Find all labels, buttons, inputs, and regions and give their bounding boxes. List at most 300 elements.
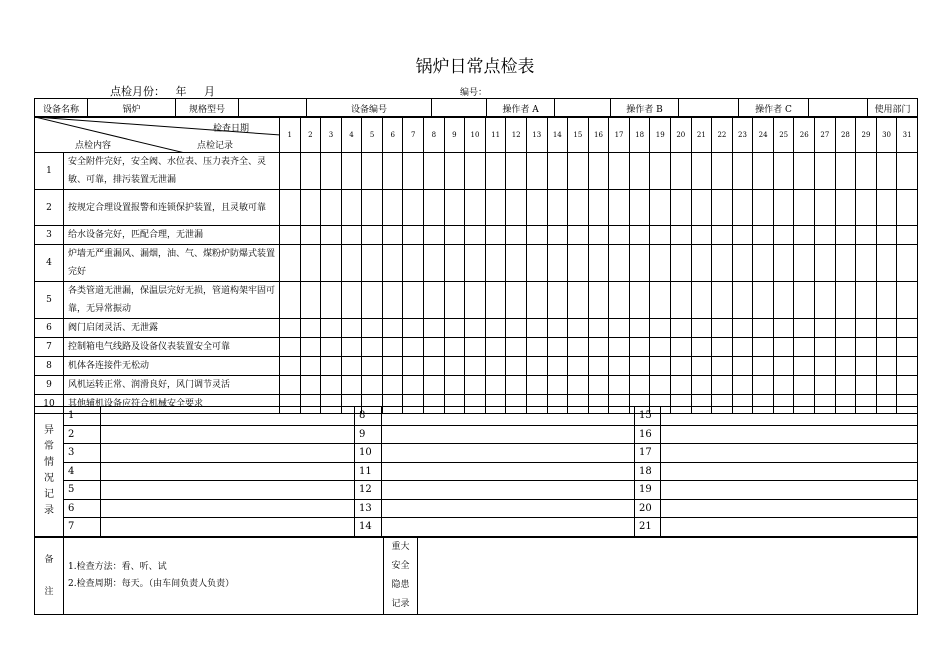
abnormal-field[interactable] xyxy=(382,481,635,500)
check-cell[interactable] xyxy=(588,226,609,245)
abnormal-field[interactable] xyxy=(101,499,355,518)
check-cell[interactable] xyxy=(341,190,362,226)
check-cell[interactable] xyxy=(794,376,815,395)
check-cell[interactable] xyxy=(835,376,856,395)
check-cell[interactable] xyxy=(691,338,712,357)
check-cell[interactable] xyxy=(321,245,342,282)
check-cell[interactable] xyxy=(876,245,897,282)
check-cell[interactable] xyxy=(506,245,527,282)
check-cell[interactable] xyxy=(341,357,362,376)
check-cell[interactable] xyxy=(670,319,691,338)
check-cell[interactable] xyxy=(856,190,877,226)
check-cell[interactable] xyxy=(424,226,445,245)
check-cell[interactable] xyxy=(650,153,671,190)
check-cell[interactable] xyxy=(691,190,712,226)
check-cell[interactable] xyxy=(609,338,630,357)
check-cell[interactable] xyxy=(485,338,506,357)
check-cell[interactable] xyxy=(382,245,403,282)
check-cell[interactable] xyxy=(897,153,918,190)
check-cell[interactable] xyxy=(815,190,836,226)
check-cell[interactable] xyxy=(485,226,506,245)
check-cell[interactable] xyxy=(280,338,301,357)
check-cell[interactable] xyxy=(876,282,897,319)
check-cell[interactable] xyxy=(300,245,321,282)
check-cell[interactable] xyxy=(856,245,877,282)
check-cell[interactable] xyxy=(732,245,753,282)
check-cell[interactable] xyxy=(485,190,506,226)
check-cell[interactable] xyxy=(465,338,486,357)
check-cell[interactable] xyxy=(485,245,506,282)
check-cell[interactable] xyxy=(588,357,609,376)
check-cell[interactable] xyxy=(712,245,733,282)
check-cell[interactable] xyxy=(609,245,630,282)
spec-value[interactable] xyxy=(239,99,307,118)
check-cell[interactable] xyxy=(650,338,671,357)
check-cell[interactable] xyxy=(835,338,856,357)
check-cell[interactable] xyxy=(568,226,589,245)
check-cell[interactable] xyxy=(465,190,486,226)
check-cell[interactable] xyxy=(424,357,445,376)
abnormal-field[interactable] xyxy=(661,425,918,444)
abnormal-field[interactable] xyxy=(661,444,918,463)
check-cell[interactable] xyxy=(403,319,424,338)
check-cell[interactable] xyxy=(876,226,897,245)
check-cell[interactable] xyxy=(773,357,794,376)
check-cell[interactable] xyxy=(753,376,774,395)
check-cell[interactable] xyxy=(547,376,568,395)
check-cell[interactable] xyxy=(465,153,486,190)
check-cell[interactable] xyxy=(712,357,733,376)
check-cell[interactable] xyxy=(382,282,403,319)
check-cell[interactable] xyxy=(773,338,794,357)
check-cell[interactable] xyxy=(568,357,589,376)
check-cell[interactable] xyxy=(362,245,383,282)
check-cell[interactable] xyxy=(794,319,815,338)
check-cell[interactable] xyxy=(465,319,486,338)
check-cell[interactable] xyxy=(815,338,836,357)
check-cell[interactable] xyxy=(362,282,383,319)
check-cell[interactable] xyxy=(876,153,897,190)
check-cell[interactable] xyxy=(465,282,486,319)
check-cell[interactable] xyxy=(629,376,650,395)
abnormal-field[interactable] xyxy=(101,518,355,537)
abnormal-field[interactable] xyxy=(101,481,355,500)
abnormal-field[interactable] xyxy=(101,425,355,444)
check-cell[interactable] xyxy=(444,190,465,226)
check-cell[interactable] xyxy=(280,376,301,395)
check-cell[interactable] xyxy=(773,190,794,226)
hazard-record[interactable] xyxy=(418,538,918,615)
check-cell[interactable] xyxy=(732,338,753,357)
check-cell[interactable] xyxy=(424,282,445,319)
check-cell[interactable] xyxy=(362,338,383,357)
check-cell[interactable] xyxy=(526,357,547,376)
check-cell[interactable] xyxy=(547,319,568,338)
check-cell[interactable] xyxy=(321,319,342,338)
check-cell[interactable] xyxy=(650,226,671,245)
check-cell[interactable] xyxy=(712,190,733,226)
check-cell[interactable] xyxy=(670,338,691,357)
check-cell[interactable] xyxy=(300,357,321,376)
check-cell[interactable] xyxy=(650,376,671,395)
check-cell[interactable] xyxy=(650,282,671,319)
check-cell[interactable] xyxy=(856,357,877,376)
check-cell[interactable] xyxy=(444,376,465,395)
abnormal-field[interactable] xyxy=(382,407,635,426)
check-cell[interactable] xyxy=(280,153,301,190)
check-cell[interactable] xyxy=(506,153,527,190)
check-cell[interactable] xyxy=(794,357,815,376)
check-cell[interactable] xyxy=(794,282,815,319)
check-cell[interactable] xyxy=(856,282,877,319)
check-cell[interactable] xyxy=(835,357,856,376)
check-cell[interactable] xyxy=(382,376,403,395)
check-cell[interactable] xyxy=(424,153,445,190)
check-cell[interactable] xyxy=(300,319,321,338)
check-cell[interactable] xyxy=(897,245,918,282)
check-cell[interactable] xyxy=(815,357,836,376)
check-cell[interactable] xyxy=(506,226,527,245)
check-cell[interactable] xyxy=(526,245,547,282)
check-cell[interactable] xyxy=(629,226,650,245)
check-cell[interactable] xyxy=(629,190,650,226)
check-cell[interactable] xyxy=(609,190,630,226)
check-cell[interactable] xyxy=(362,226,383,245)
check-cell[interactable] xyxy=(732,319,753,338)
check-cell[interactable] xyxy=(465,226,486,245)
check-cell[interactable] xyxy=(876,376,897,395)
check-cell[interactable] xyxy=(670,245,691,282)
check-cell[interactable] xyxy=(753,357,774,376)
check-cell[interactable] xyxy=(856,226,877,245)
check-cell[interactable] xyxy=(341,319,362,338)
check-cell[interactable] xyxy=(403,357,424,376)
check-cell[interactable] xyxy=(403,153,424,190)
check-cell[interactable] xyxy=(403,245,424,282)
check-cell[interactable] xyxy=(485,357,506,376)
check-cell[interactable] xyxy=(629,282,650,319)
check-cell[interactable] xyxy=(609,153,630,190)
check-cell[interactable] xyxy=(362,153,383,190)
operator-a-value[interactable] xyxy=(555,99,611,118)
check-cell[interactable] xyxy=(670,282,691,319)
check-cell[interactable] xyxy=(835,319,856,338)
check-cell[interactable] xyxy=(588,282,609,319)
check-cell[interactable] xyxy=(629,319,650,338)
check-cell[interactable] xyxy=(403,338,424,357)
check-cell[interactable] xyxy=(856,153,877,190)
check-cell[interactable] xyxy=(526,338,547,357)
check-cell[interactable] xyxy=(300,190,321,226)
check-cell[interactable] xyxy=(794,226,815,245)
check-cell[interactable] xyxy=(691,319,712,338)
check-cell[interactable] xyxy=(382,226,403,245)
check-cell[interactable] xyxy=(465,376,486,395)
check-cell[interactable] xyxy=(773,245,794,282)
abnormal-field[interactable] xyxy=(382,518,635,537)
check-cell[interactable] xyxy=(753,245,774,282)
check-cell[interactable] xyxy=(300,338,321,357)
check-cell[interactable] xyxy=(341,376,362,395)
check-cell[interactable] xyxy=(382,153,403,190)
check-cell[interactable] xyxy=(773,153,794,190)
check-cell[interactable] xyxy=(897,319,918,338)
check-cell[interactable] xyxy=(815,376,836,395)
check-cell[interactable] xyxy=(403,282,424,319)
check-cell[interactable] xyxy=(280,245,301,282)
check-cell[interactable] xyxy=(506,357,527,376)
check-cell[interactable] xyxy=(506,319,527,338)
check-cell[interactable] xyxy=(815,153,836,190)
check-cell[interactable] xyxy=(568,190,589,226)
check-cell[interactable] xyxy=(444,319,465,338)
check-cell[interactable] xyxy=(300,153,321,190)
check-cell[interactable] xyxy=(835,245,856,282)
check-cell[interactable] xyxy=(773,319,794,338)
check-cell[interactable] xyxy=(526,226,547,245)
check-cell[interactable] xyxy=(773,282,794,319)
abnormal-field[interactable] xyxy=(382,499,635,518)
check-cell[interactable] xyxy=(341,245,362,282)
check-cell[interactable] xyxy=(526,190,547,226)
check-cell[interactable] xyxy=(732,153,753,190)
abnormal-field[interactable] xyxy=(661,481,918,500)
check-cell[interactable] xyxy=(568,245,589,282)
abnormal-field[interactable] xyxy=(101,444,355,463)
abnormal-field[interactable] xyxy=(382,462,635,481)
abnormal-field[interactable] xyxy=(661,407,918,426)
check-cell[interactable] xyxy=(341,226,362,245)
check-cell[interactable] xyxy=(650,190,671,226)
check-cell[interactable] xyxy=(403,226,424,245)
check-cell[interactable] xyxy=(403,376,424,395)
check-cell[interactable] xyxy=(609,226,630,245)
check-cell[interactable] xyxy=(815,245,836,282)
check-cell[interactable] xyxy=(588,376,609,395)
check-cell[interactable] xyxy=(712,338,733,357)
check-cell[interactable] xyxy=(629,357,650,376)
check-cell[interactable] xyxy=(280,226,301,245)
check-cell[interactable] xyxy=(588,245,609,282)
check-cell[interactable] xyxy=(753,190,774,226)
check-cell[interactable] xyxy=(321,153,342,190)
check-cell[interactable] xyxy=(712,226,733,245)
check-cell[interactable] xyxy=(588,319,609,338)
check-cell[interactable] xyxy=(547,338,568,357)
check-cell[interactable] xyxy=(712,376,733,395)
check-cell[interactable] xyxy=(609,319,630,338)
check-cell[interactable] xyxy=(876,357,897,376)
abnormal-field[interactable] xyxy=(661,499,918,518)
check-cell[interactable] xyxy=(424,319,445,338)
check-cell[interactable] xyxy=(794,245,815,282)
check-cell[interactable] xyxy=(670,153,691,190)
check-cell[interactable] xyxy=(300,376,321,395)
check-cell[interactable] xyxy=(794,190,815,226)
check-cell[interactable] xyxy=(835,190,856,226)
check-cell[interactable] xyxy=(835,153,856,190)
abnormal-field[interactable] xyxy=(661,462,918,481)
check-cell[interactable] xyxy=(670,226,691,245)
check-cell[interactable] xyxy=(506,338,527,357)
check-cell[interactable] xyxy=(341,282,362,319)
check-cell[interactable] xyxy=(424,376,445,395)
check-cell[interactable] xyxy=(897,190,918,226)
check-cell[interactable] xyxy=(547,190,568,226)
check-cell[interactable] xyxy=(321,338,342,357)
check-cell[interactable] xyxy=(732,357,753,376)
check-cell[interactable] xyxy=(300,282,321,319)
check-cell[interactable] xyxy=(691,357,712,376)
check-cell[interactable] xyxy=(712,153,733,190)
check-cell[interactable] xyxy=(650,319,671,338)
check-cell[interactable] xyxy=(897,357,918,376)
check-cell[interactable] xyxy=(341,153,362,190)
check-cell[interactable] xyxy=(526,153,547,190)
check-cell[interactable] xyxy=(897,376,918,395)
check-cell[interactable] xyxy=(897,226,918,245)
check-cell[interactable] xyxy=(547,245,568,282)
check-cell[interactable] xyxy=(897,282,918,319)
check-cell[interactable] xyxy=(547,153,568,190)
check-cell[interactable] xyxy=(753,338,774,357)
check-cell[interactable] xyxy=(382,338,403,357)
check-cell[interactable] xyxy=(691,282,712,319)
check-cell[interactable] xyxy=(526,319,547,338)
check-cell[interactable] xyxy=(856,376,877,395)
check-cell[interactable] xyxy=(403,190,424,226)
check-cell[interactable] xyxy=(753,319,774,338)
check-cell[interactable] xyxy=(588,190,609,226)
check-cell[interactable] xyxy=(485,319,506,338)
check-cell[interactable] xyxy=(485,376,506,395)
check-cell[interactable] xyxy=(568,376,589,395)
check-cell[interactable] xyxy=(568,319,589,338)
check-cell[interactable] xyxy=(732,190,753,226)
check-cell[interactable] xyxy=(321,357,342,376)
check-cell[interactable] xyxy=(547,226,568,245)
check-cell[interactable] xyxy=(280,282,301,319)
check-cell[interactable] xyxy=(897,338,918,357)
check-cell[interactable] xyxy=(753,282,774,319)
check-cell[interactable] xyxy=(712,282,733,319)
check-cell[interactable] xyxy=(568,153,589,190)
check-cell[interactable] xyxy=(773,226,794,245)
check-cell[interactable] xyxy=(773,376,794,395)
check-cell[interactable] xyxy=(568,282,589,319)
abnormal-field[interactable] xyxy=(382,444,635,463)
check-cell[interactable] xyxy=(629,153,650,190)
check-cell[interactable] xyxy=(321,282,342,319)
check-cell[interactable] xyxy=(424,338,445,357)
operator-c-value[interactable] xyxy=(809,99,868,118)
check-cell[interactable] xyxy=(382,357,403,376)
check-cell[interactable] xyxy=(568,338,589,357)
check-cell[interactable] xyxy=(526,282,547,319)
check-cell[interactable] xyxy=(815,282,836,319)
check-cell[interactable] xyxy=(485,153,506,190)
check-cell[interactable] xyxy=(856,338,877,357)
check-cell[interactable] xyxy=(876,190,897,226)
check-cell[interactable] xyxy=(712,319,733,338)
check-cell[interactable] xyxy=(876,319,897,338)
check-cell[interactable] xyxy=(280,357,301,376)
device-no-value[interactable] xyxy=(432,99,487,118)
check-cell[interactable] xyxy=(444,357,465,376)
check-cell[interactable] xyxy=(424,190,445,226)
check-cell[interactable] xyxy=(424,245,445,282)
check-cell[interactable] xyxy=(444,245,465,282)
check-cell[interactable] xyxy=(547,357,568,376)
check-cell[interactable] xyxy=(588,338,609,357)
check-cell[interactable] xyxy=(691,376,712,395)
check-cell[interactable] xyxy=(362,376,383,395)
check-cell[interactable] xyxy=(465,357,486,376)
check-cell[interactable] xyxy=(650,357,671,376)
check-cell[interactable] xyxy=(609,282,630,319)
check-cell[interactable] xyxy=(444,282,465,319)
check-cell[interactable] xyxy=(382,319,403,338)
check-cell[interactable] xyxy=(526,376,547,395)
check-cell[interactable] xyxy=(732,376,753,395)
check-cell[interactable] xyxy=(485,282,506,319)
check-cell[interactable] xyxy=(547,282,568,319)
check-cell[interactable] xyxy=(341,338,362,357)
abnormal-field[interactable] xyxy=(101,407,355,426)
check-cell[interactable] xyxy=(444,153,465,190)
check-cell[interactable] xyxy=(835,226,856,245)
check-cell[interactable] xyxy=(732,226,753,245)
check-cell[interactable] xyxy=(753,153,774,190)
check-cell[interactable] xyxy=(321,226,342,245)
check-cell[interactable] xyxy=(321,376,342,395)
check-cell[interactable] xyxy=(280,190,301,226)
check-cell[interactable] xyxy=(856,319,877,338)
check-cell[interactable] xyxy=(362,319,383,338)
check-cell[interactable] xyxy=(506,282,527,319)
check-cell[interactable] xyxy=(691,245,712,282)
abnormal-field[interactable] xyxy=(661,518,918,537)
check-cell[interactable] xyxy=(732,282,753,319)
check-cell[interactable] xyxy=(815,226,836,245)
check-cell[interactable] xyxy=(835,282,856,319)
check-cell[interactable] xyxy=(444,338,465,357)
check-cell[interactable] xyxy=(629,245,650,282)
check-cell[interactable] xyxy=(300,226,321,245)
operator-b-value[interactable] xyxy=(679,99,739,118)
check-cell[interactable] xyxy=(609,376,630,395)
check-cell[interactable] xyxy=(362,357,383,376)
check-cell[interactable] xyxy=(382,190,403,226)
check-cell[interactable] xyxy=(280,319,301,338)
check-cell[interactable] xyxy=(753,226,774,245)
check-cell[interactable] xyxy=(609,357,630,376)
check-cell[interactable] xyxy=(876,338,897,357)
abnormal-field[interactable] xyxy=(101,462,355,481)
check-cell[interactable] xyxy=(815,319,836,338)
check-cell[interactable] xyxy=(362,190,383,226)
check-cell[interactable] xyxy=(321,190,342,226)
check-cell[interactable] xyxy=(691,226,712,245)
check-cell[interactable] xyxy=(588,153,609,190)
check-cell[interactable] xyxy=(794,153,815,190)
check-cell[interactable] xyxy=(629,338,650,357)
check-cell[interactable] xyxy=(670,376,691,395)
check-cell[interactable] xyxy=(670,357,691,376)
check-cell[interactable] xyxy=(506,376,527,395)
check-cell[interactable] xyxy=(506,190,527,226)
check-cell[interactable] xyxy=(670,190,691,226)
